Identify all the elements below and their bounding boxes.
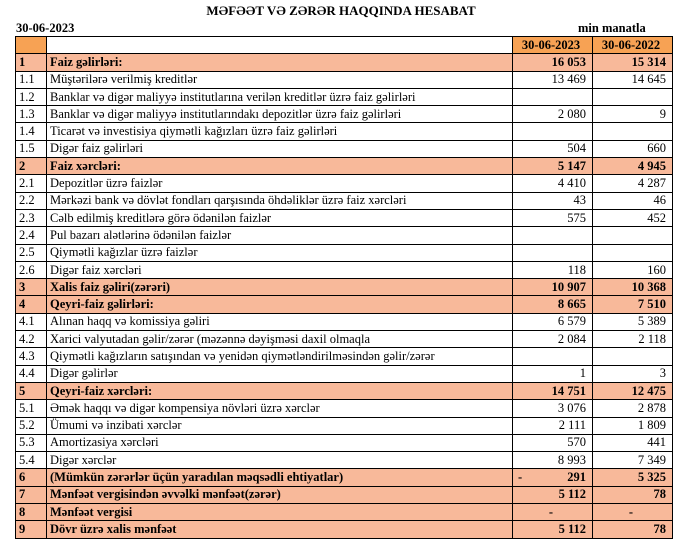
row-number: 2.5 (16, 244, 47, 261)
column-header-2023: 30-06-2023 (513, 37, 593, 54)
row-number: 4.3 (16, 348, 47, 365)
value-2023: 3 076 (513, 400, 593, 417)
row-label: Mənfəət vergisi (47, 504, 513, 521)
row-label: Qeyri-faiz gəlirləri: (47, 296, 513, 313)
currency-unit: min manatla (578, 21, 646, 35)
row-label: Banklar və digər maliyyə institutlarına verilən kreditlər üzrə faiz gəlirləri (47, 88, 513, 105)
row-label: Xalis faiz gəliri(zərəri) (47, 279, 513, 296)
row-label: Qiymətli kağızlar üzrə faizlər (47, 244, 513, 261)
value-2022: 10 368 (593, 279, 673, 296)
row-number: 3 (16, 279, 47, 296)
value-2022: 12 475 (593, 382, 673, 399)
row-number: 4 (16, 296, 47, 313)
value-2022 (593, 123, 673, 140)
row-number: 4.4 (16, 365, 47, 382)
value-2022 (593, 227, 673, 244)
value-2022: 46 (593, 192, 673, 209)
row-label: Mərkəzi bank və dövlət fondları qarşısında öhdəliklər üzrə faiz xərcləri (47, 192, 513, 209)
value-2023: 14 751 (513, 382, 593, 399)
value-2022 (593, 348, 673, 365)
value-2023: 4 410 (513, 175, 593, 192)
row-label: Faiz gəlirləri: (47, 54, 513, 71)
row-number: 1.3 (16, 106, 47, 123)
value-2023: 43 (513, 192, 593, 209)
value-2022: 15 314 (593, 54, 673, 71)
value-2022: 4 287 (593, 175, 673, 192)
table-row (16, 192, 673, 209)
value-2023 (513, 469, 593, 486)
value-text: 291 (567, 470, 586, 485)
table-row (16, 261, 673, 278)
row-number: 1.5 (16, 140, 47, 157)
header-number-cell (16, 37, 47, 54)
row-number: 8 (16, 504, 47, 521)
row-number: 2 (16, 158, 47, 175)
value-2022: 160 (593, 261, 673, 278)
row-number: 1.1 (16, 71, 47, 88)
value-2023: 5 112 (513, 486, 593, 503)
table-row (16, 417, 673, 434)
row-label: Xarici valyutadan gəlir/zərər (məzənnə dəyişməsi daxil olmaqla (47, 331, 513, 348)
value-2023 (513, 123, 593, 140)
value-2022: 3 (593, 365, 673, 382)
row-number: 4.2 (16, 331, 47, 348)
row-label: Əmək haqqı və digər kompensiya növləri üzrə xərclər (47, 400, 513, 417)
table-row (16, 88, 673, 105)
value-2022: 78 (593, 486, 673, 503)
value-2023: 10 907 (513, 279, 593, 296)
value-2023: 118 (513, 261, 593, 278)
row-label: Cəlb edilmiş kreditlərə görə ödənilən faizlər (47, 209, 513, 226)
row-label: Digər xərclər (47, 452, 513, 469)
value-2022: 660 (593, 140, 673, 157)
row-number: 1.2 (16, 88, 47, 105)
value-2022: 14 645 (593, 71, 673, 88)
row-number: 4.1 (16, 313, 47, 330)
row-label: Amortizasiya xərcləri (47, 434, 513, 451)
income-statement-table (15, 36, 673, 539)
row-label: Qeyri-faiz xərcləri: (47, 382, 513, 399)
column-header-2022: 30-06-2022 (593, 37, 673, 54)
header-label-cell (47, 37, 513, 54)
value-2022 (593, 88, 673, 105)
row-number: 5.2 (16, 417, 47, 434)
row-number: 7 (16, 486, 47, 503)
row-label: Qiymətli kağızların satışından və yenidən qiymətləndirilməsindən gəlir/zərər (47, 348, 513, 365)
value-2023 (513, 244, 593, 261)
value-2022: 4 945 (593, 158, 673, 175)
row-label: (Mümkün zərərlər üçün yaradılan məqsədli ehtiyatlar) (47, 469, 513, 486)
row-label: Digər gəlirlər (47, 365, 513, 382)
row-number: 5.4 (16, 452, 47, 469)
row-number: 5.3 (16, 434, 47, 451)
value-2022: 78 (593, 521, 673, 538)
value-2022: 7 349 (593, 452, 673, 469)
value-2023: 8 993 (513, 452, 593, 469)
row-number: 2.4 (16, 227, 47, 244)
row-label: Digər faiz xərcləri (47, 261, 513, 278)
section-row (16, 521, 673, 538)
row-label: Pul bazarı alətlərinə ödənilən faizlər (47, 227, 513, 244)
report-date: 30-06-2023 (16, 21, 75, 35)
value-2022: 5 325 (593, 469, 673, 486)
row-number: 2.6 (16, 261, 47, 278)
value-2023: 6 579 (513, 313, 593, 330)
value-2022: 7 510 (593, 296, 673, 313)
table-row (16, 452, 673, 469)
row-label: Alınan haqq və komissiya gəliri (47, 313, 513, 330)
row-label: Ticarət və investisiya qiymətli kağızları üzrə faiz gəlirləri (47, 123, 513, 140)
value-2022: 5 389 (593, 313, 673, 330)
section-row (16, 382, 673, 399)
value-2023 (513, 227, 593, 244)
table-row (16, 331, 673, 348)
row-label: Depozitlər üzrə faizlər (47, 175, 513, 192)
section-row (16, 486, 673, 503)
row-number: 5.1 (16, 400, 47, 417)
value-2023: 570 (513, 434, 593, 451)
value-2022: - (593, 504, 673, 521)
value-2022: 452 (593, 209, 673, 226)
row-number: 2.3 (16, 209, 47, 226)
value-2022: 2 878 (593, 400, 673, 417)
value-2023 (513, 88, 593, 105)
section-row (16, 469, 673, 486)
value-2023: 13 469 (513, 71, 593, 88)
row-label: Faiz xərcləri: (47, 158, 513, 175)
report-title: MƏFƏƏT VƏ ZƏRƏR HAQQINDA HESABAT (206, 3, 476, 18)
value-2023: 2 111 (513, 417, 593, 434)
row-label: Digər faiz gəlirləri (47, 140, 513, 157)
value-2023: 8 665 (513, 296, 593, 313)
value-2022: 1 809 (593, 417, 673, 434)
row-label: Banklar və digər maliyyə institutlarındakı depozitlər üzrə faiz gəlirləri (47, 106, 513, 123)
table-row (16, 227, 673, 244)
section-row (16, 158, 673, 175)
value-2023: 2 084 (513, 331, 593, 348)
table-row (16, 209, 673, 226)
table-row (16, 400, 673, 417)
value-2022: 2 118 (593, 331, 673, 348)
table-row (16, 365, 673, 382)
table-row (16, 244, 673, 261)
table-row (16, 123, 673, 140)
table-row (16, 313, 673, 330)
table-row (16, 175, 673, 192)
value-2022: 441 (593, 434, 673, 451)
row-number: 1.4 (16, 123, 47, 140)
value-2023: 16 053 (513, 54, 593, 71)
section-row (16, 296, 673, 313)
value-2023: 5 112 (513, 521, 593, 538)
value-2022 (593, 244, 673, 261)
table-row (16, 140, 673, 157)
value-2023: 504 (513, 140, 593, 157)
value-2023: 1 (513, 365, 593, 382)
table-row (16, 348, 673, 365)
row-number: 2.2 (16, 192, 47, 209)
section-row (16, 54, 673, 71)
section-row (16, 279, 673, 296)
row-label: Dövr üzrə xalis mənfəət (47, 521, 513, 538)
row-number: 5 (16, 382, 47, 399)
row-number: 9 (16, 521, 47, 538)
table-header-row (16, 37, 673, 54)
value-2023: 2 080 (513, 106, 593, 123)
row-number: 1 (16, 54, 47, 71)
table-row (16, 71, 673, 88)
value-2023: 5 147 (513, 158, 593, 175)
row-label: Müştərilərə verilmiş kreditlər (47, 71, 513, 88)
row-label: Mənfəət vergisindən əvvəlki mənfəət(zərər) (47, 486, 513, 503)
table-row (16, 106, 673, 123)
row-number: 2.1 (16, 175, 47, 192)
table-row (16, 434, 673, 451)
value-2023: - (513, 504, 593, 521)
value-2023: 575 (513, 209, 593, 226)
row-number: 6 (16, 469, 47, 486)
section-row (16, 504, 673, 521)
value-2023 (513, 348, 593, 365)
value-2022: 9 (593, 106, 673, 123)
row-label: Ümumi və inzibati xərclər (47, 417, 513, 434)
negative-sign: - (518, 470, 523, 485)
